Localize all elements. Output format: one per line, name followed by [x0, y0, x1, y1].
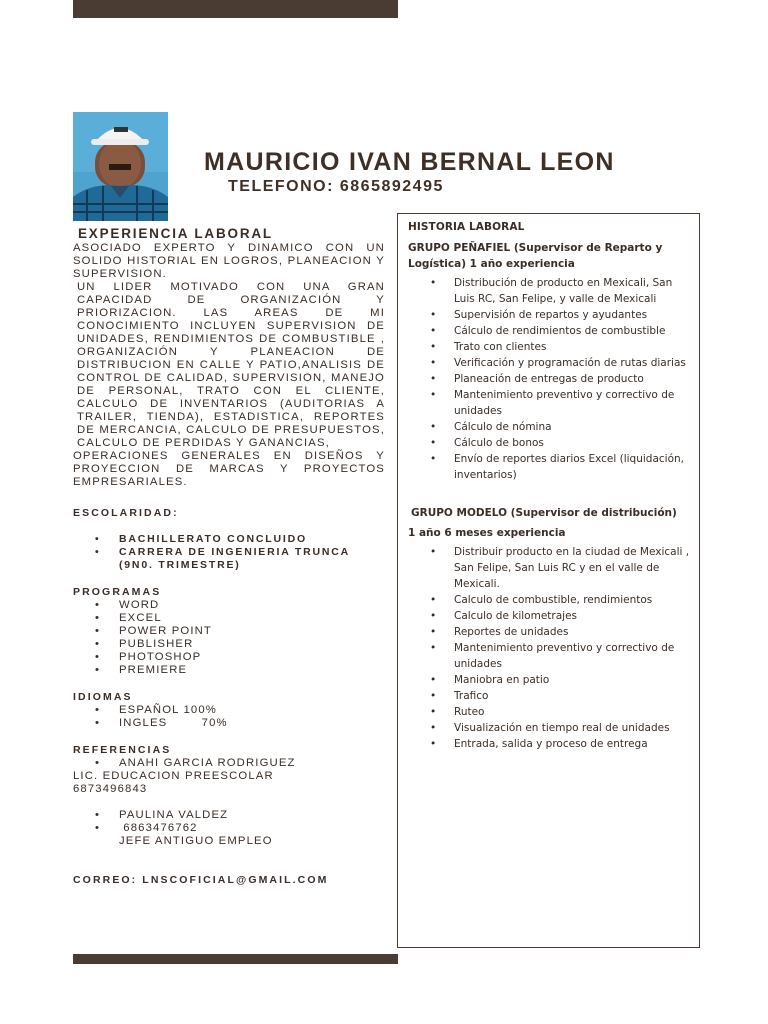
list-item: • Cálculo de rendimientos de combustible — [408, 323, 694, 339]
top-decorative-bar — [73, 0, 398, 18]
languages-list — [73, 704, 385, 730]
summary-paragraph-1: ASOCIADO EXPERTO Y DINAMICO CON UN SOLIDO HISTORIAL EN LOGROS, PLANEACION Y SUPERVISION. — [73, 242, 385, 280]
references-heading: REFERENCIAS — [73, 744, 172, 756]
left-column — [73, 226, 385, 887]
list-item: • WORD — [73, 599, 385, 612]
history-heading: HISTORIA LABORAL — [408, 221, 525, 233]
list-item: • PREMIERE — [73, 664, 385, 677]
list-item: • Trato con clientes — [408, 339, 694, 355]
work-history-box — [397, 213, 700, 948]
summary-paragraph-3: OPERACIONES GENERALES EN DISEÑOS Y PROYECCION DE MARCAS Y PROYECTOS EMPRESARIALES. — [73, 450, 385, 488]
list-item: • Visualización en tiempo real de unidades — [408, 720, 694, 736]
reference-phone: 6873496843 — [73, 783, 148, 795]
bottom-decorative-bar — [73, 954, 398, 964]
list-item: • Mantenimiento preventivo y correctivo de unidades — [408, 387, 694, 419]
languages-heading: IDIOMAS — [73, 691, 133, 703]
job-duties-list — [408, 275, 694, 483]
job-header: GRUPO MODELO (Supervisor de distribución) — [411, 507, 677, 519]
list-item: • Calculo de combustible, rendimientos — [408, 592, 694, 608]
list-item: • Envío de reportes diarios Excel (liquidación, inventarios) — [408, 451, 694, 483]
programs-heading: PROGRAMAS — [73, 586, 162, 598]
references-list — [73, 757, 385, 770]
reference-name: • PAULINA VALDEZ — [73, 809, 385, 822]
profile-photo — [73, 112, 168, 221]
programs-list — [73, 599, 385, 677]
list-item: • EXCEL — [73, 612, 385, 625]
list-item: • Cálculo de nómina — [408, 419, 694, 435]
summary-paragraph-2: UN LIDER MOTIVADO CON UNA GRAN CAPACIDAD DE ORGANIZACIÓN Y PRIORIZACION. LAS AREAS DE MI CONOCIMIENTO INCLUYEN SUPERVISION DE UNIDADES, RENDIMIENTOS DE COMBUSTIBLE , ORGANIZACIÓN Y PLANEACION DE DISTRIBUCION EN CALLE Y PATIO,ANALISIS DE CONTROL DE CALIDAD, SUPERVISION, MANEJO DE PERSONAL, TRATO CON EL CLIENTE, CALCULO DE INVENTARIOS (AUDITORIAS A TRAILER, TIENDA), ESTADISTICA, REPORTES DE MERCANCIA, CALCULO DE PRESUPUESTOS, CALCULO DE PERDIDAS Y GANANCIAS, — [77, 281, 385, 449]
list-item: • ESPAÑOL 100% — [73, 704, 385, 717]
list-item: • Mantenimiento preventivo y correctivo de unidades — [408, 640, 694, 672]
list-item: • POWER POINT — [73, 625, 385, 638]
experience-heading: EXPERIENCIA LABORAL — [78, 226, 273, 241]
job-subheader: 1 año 6 meses experiencia — [408, 527, 566, 539]
list-item: • Reportes de unidades — [408, 624, 694, 640]
list-item: • Maniobra en patio — [408, 672, 694, 688]
list-item: • Distribuir producto en la ciudad de Mexicali , San Felipe, San Luis RC y en el valle de Mexicali. — [408, 544, 694, 592]
job-header: GRUPO PEÑAFIEL (Supervisor de Reparto y Logística) 1 año experiencia — [408, 242, 663, 270]
reference-role: JEFE ANTIGUO EMPLEO — [119, 835, 273, 847]
list-item: • INGLES 70% — [73, 717, 385, 730]
list-item: • Ruteo — [408, 704, 694, 720]
list-item: • PHOTOSHOP — [73, 651, 385, 664]
reference-phone: • 6863476762 — [73, 822, 385, 835]
list-item: • Cálculo de bonos — [408, 435, 694, 451]
candidate-name: MAURICIO IVAN BERNAL LEON — [204, 148, 615, 176]
list-item: • Calculo de kilometrajes — [408, 608, 694, 624]
list-item: • Entrada, salida y proceso de entrega — [408, 736, 694, 752]
list-item: • Trafico — [408, 688, 694, 704]
list-item: • BACHILLERATO CONCLUIDO — [73, 533, 385, 546]
list-item: • Verificación y programación de rutas diarias — [408, 355, 694, 371]
references-list — [73, 809, 385, 835]
email-line[interactable]: CORREO: LNSCOFICIAL@GMAIL.COM — [73, 874, 329, 886]
list-item: • Distribución de producto en Mexicali, San Luis RC, San Felipe, y valle de Mexicali — [408, 275, 694, 307]
candidate-phone: TELEFONO: 6865892495 — [228, 178, 444, 195]
list-item: • Planeación de entregas de producto — [408, 371, 694, 387]
job-duties-list — [408, 544, 694, 752]
reference-name: • ANAHI GARCIA RODRIGUEZ — [73, 757, 385, 770]
reference-title: LIC. EDUCACION PREESCOLAR — [73, 770, 274, 782]
list-item: • Supervisión de repartos y ayudantes — [408, 307, 694, 323]
list-item: • PUBLISHER — [73, 638, 385, 651]
list-item: • CARRERA DE INGENIERIA TRUNCA (9N0. TRIMESTRE) — [73, 546, 385, 572]
education-heading: ESCOLARIDAD: — [73, 507, 179, 519]
education-list — [73, 533, 385, 572]
